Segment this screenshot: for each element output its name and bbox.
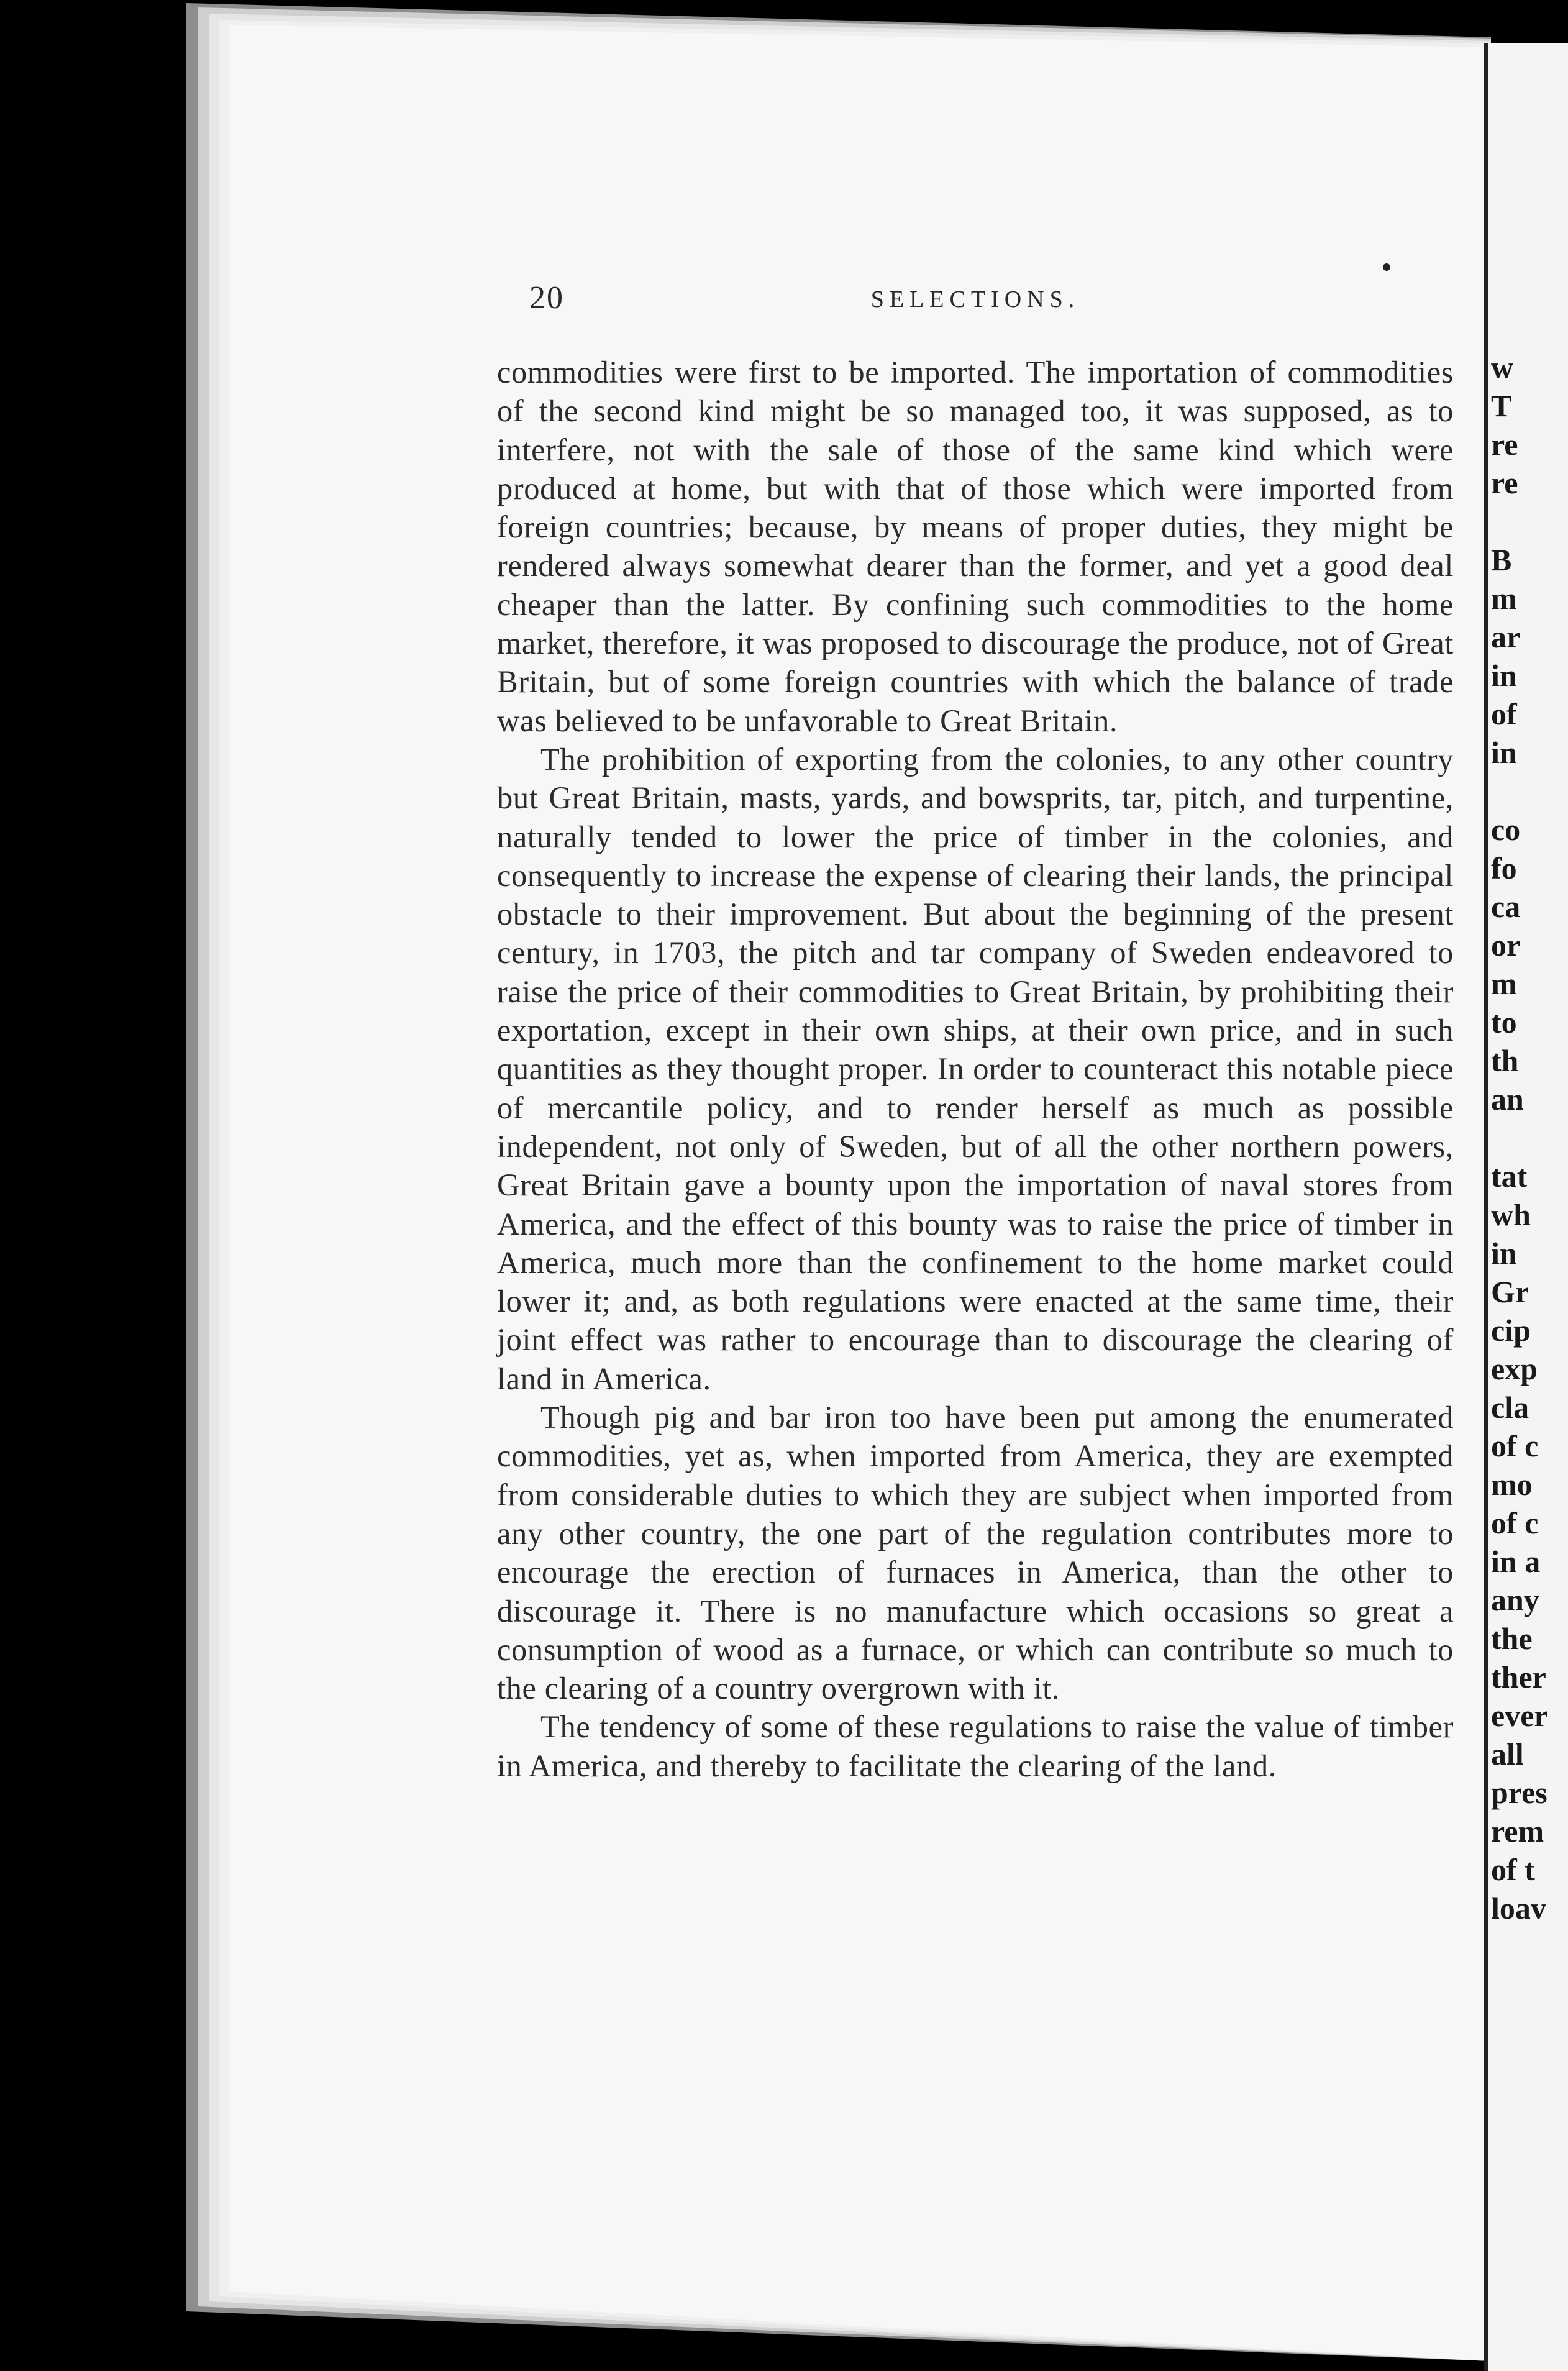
facing-page-fragment: cip <box>1491 1313 1531 1348</box>
margin-mark <box>1383 263 1390 271</box>
facing-page-fragment: ever <box>1491 1698 1548 1733</box>
facing-page-fragment: of <box>1491 697 1517 731</box>
facing-page-text <box>1491 348 1568 1927</box>
facing-page-fragment: any <box>1491 1583 1539 1617</box>
facing-page-fragment: rem <box>1491 1814 1544 1848</box>
running-head: SELECTIONS. <box>870 286 1080 313</box>
page-header <box>497 280 1454 329</box>
facing-page-fragment: tat <box>1491 1159 1528 1194</box>
facing-page-fragment: of c <box>1491 1505 1539 1540</box>
facing-page-fragment: m <box>1491 581 1517 616</box>
paragraph: Though pig and bar iron too have been put among the enumerated commodities, yet as, when imported from America, they are exempted from considerable duties to which they are subject when imported from any other country, the one part of the regulation contributes more to encourage the erection of furnaces in America, than the other to discourage it. There is no manufacture which occasions so great a consumption of wood as a furnace, or which can contribute so much to the clearing of a country overgrown with it. <box>497 1400 1454 1706</box>
facing-page-fragment: co <box>1491 812 1521 847</box>
facing-page-fragment: exp <box>1491 1351 1538 1386</box>
facing-page-fragment: B <box>1491 542 1512 577</box>
paragraph: The tendency of some of these regulations to raise the value of timber in America, and thereby to facilitate the clearing of the land. <box>497 1709 1454 1783</box>
body-text <box>497 353 1454 1785</box>
facing-page-fragment: in <box>1491 1236 1517 1271</box>
facing-page-fragment: re <box>1491 465 1518 500</box>
facing-page-fragment: in <box>1491 658 1517 693</box>
facing-page-fragment: in <box>1491 735 1517 770</box>
facing-page-fragment: wh <box>1491 1197 1531 1232</box>
facing-page-fragment: T <box>1491 388 1512 423</box>
facing-page-fragment: m <box>1491 966 1517 1001</box>
facing-page-fragment: an <box>1491 1082 1524 1117</box>
facing-page-fragment: cla <box>1491 1390 1529 1425</box>
facing-page-fragment: w <box>1491 350 1514 385</box>
facing-page-fragment: ca <box>1491 889 1521 924</box>
facing-page-fragment: in a <box>1491 1544 1541 1579</box>
facing-page-fragment <box>1491 1118 1568 1157</box>
facing-page-fragment: ar <box>1491 619 1521 654</box>
facing-page-fragment: re <box>1491 427 1518 462</box>
facing-page-fragment: ther <box>1491 1660 1546 1694</box>
facing-page-fragment: all <box>1491 1737 1524 1771</box>
facing-page-fragment: or <box>1491 928 1521 962</box>
page-number: 20 <box>529 280 564 316</box>
facing-page-fragment: of t <box>1491 1852 1535 1887</box>
paragraph: The prohibition of exporting from the colonies, to any other country but Great Britain, masts, yards, and bowsprits, tar, pitch, and turpentine, naturally tended to lower the price of timber in the colonies, and consequently to increase the expense of clearing their lands, the principal obstacle to their improvement. But about the beginning of the present century, in 1703, the pitch and tar company of Sweden endeavored to raise the price of their commodities to Great Britain, by prohibiting their exportation, except in their own ships, at their own price, and in such quantities as they thought proper. In order to counteract this notable piece of mercantile policy, and to render herself as much as possible independent, not only of Sweden, but of all the other northern powers, Great Britain gave a bounty upon the importation of naval stores from America, and the effect of this bounty was to raise the price of timber in America, much more than the confinement to the home market could lower it; and, as both regulations were enacted at the same time, their joint effect was rather to encourage than to discourage the clearing of land in America. <box>497 741 1454 1396</box>
facing-page-fragment: fo <box>1491 851 1517 885</box>
facing-page-fragment: the <box>1491 1621 1533 1656</box>
facing-page-fragment: Gr <box>1491 1274 1529 1309</box>
paragraph: commodities were first to be imported. The importation of commodities of the second kind might be so managed too, it was supposed, as to interfere, not with the sale of those of the same kind which were produced at home, but with that of those which were imported from foreign countries; because, by means of proper duties, they might be rendered always somewhat dearer than the former, and yet a good deal cheaper than the latter. By confining such commodities to the home market, therefore, it was proposed to discourage the produce, not of Great Britain, but of some foreign countries with which the balance of trade was believed to be unfavorable to Great Britain. <box>497 355 1454 738</box>
facing-page-fragment: mo <box>1491 1467 1533 1502</box>
facing-page-fragment: pres <box>1491 1775 1547 1810</box>
facing-page-fragment <box>1491 502 1568 541</box>
facing-page-fragment: of c <box>1491 1428 1539 1463</box>
facing-page-fragment <box>1491 772 1568 810</box>
facing-page-fragment: loav <box>1491 1891 1546 1926</box>
facing-page-fragment: to <box>1491 1005 1517 1039</box>
facing-page-fragment: th <box>1491 1043 1519 1078</box>
